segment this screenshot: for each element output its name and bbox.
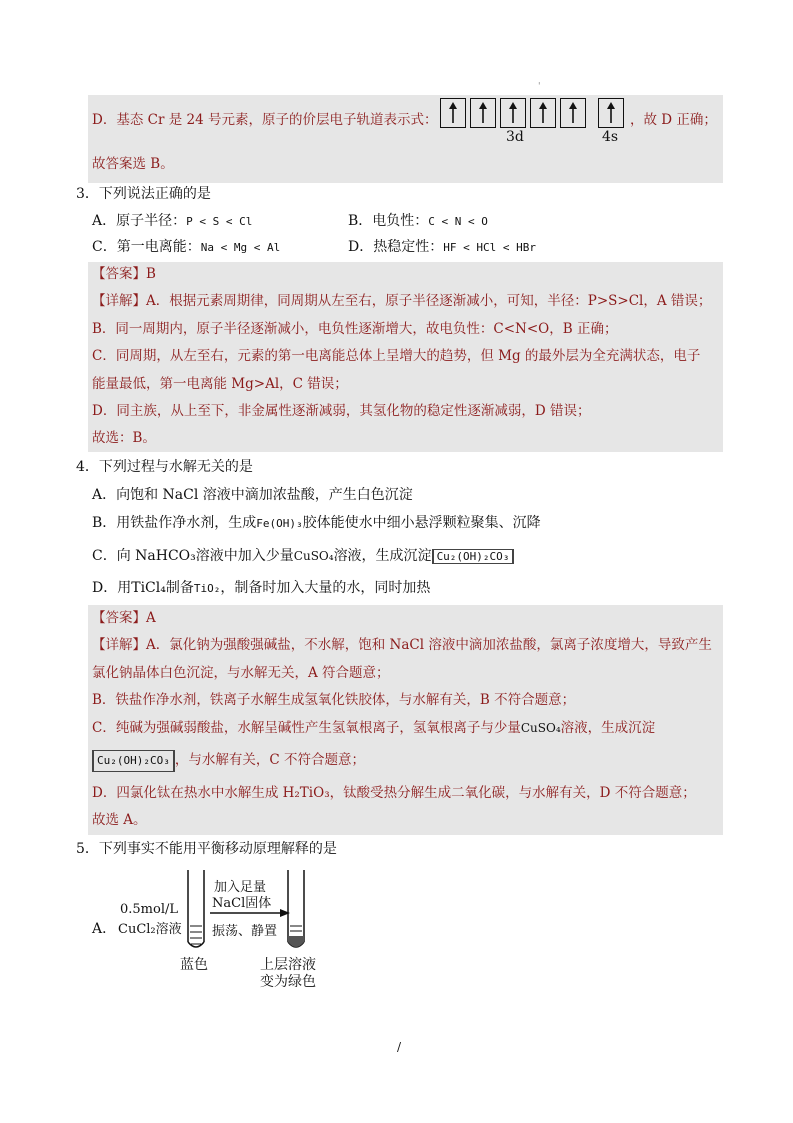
top-mark: ': [538, 82, 541, 92]
q4-option-a: A．向饱和 NaCl 溶液中滴加浓盐酸，产生白色沉淀: [92, 487, 413, 503]
q5-stem: 5．下列事实不能用平衡移动原理解释的是: [76, 841, 337, 857]
explain-tag: 【详解】: [92, 293, 146, 309]
up-arrow-icon: [508, 102, 518, 124]
q5-option-a-label: A．: [92, 921, 117, 937]
option-formula: TiCl₄: [131, 580, 166, 596]
q2-option-d-prefix: D．基态 Cr 是 24 号元素，原子的价层电子轨道表示式：: [92, 112, 438, 128]
option-text: D．用: [92, 580, 132, 596]
q3-answer: 【答案】B: [92, 266, 156, 282]
arrow-label-bottom: 振荡、静置: [212, 924, 278, 939]
tube-1-caption: 蓝色: [180, 957, 208, 973]
solution-name: CuCl₂溶液: [118, 922, 182, 937]
explain-text: A．氯化钠为强酸强碱盐，不水解，饱和 NaCl 溶液中滴加浓盐酸，氯离子浓度增大，导致产生: [146, 637, 712, 653]
option-formula: Na < Mg < Al: [200, 241, 281, 254]
test-tube-2-icon: [286, 870, 306, 952]
q2-option-d-suffix: ，故 D 正确；: [630, 112, 717, 128]
solution-concentration: 0.5mol/L: [120, 902, 178, 917]
option-label: D．热稳定性：: [348, 239, 444, 255]
q4-stem: 4．下列过程与水解无关的是: [76, 459, 253, 475]
q3-stem: 3．下列说法正确的是: [76, 186, 211, 202]
up-arrow-icon: [478, 102, 488, 124]
tube-2-caption-line-1: 上层溶液: [260, 957, 316, 973]
q3-option-c: [92, 236, 280, 256]
up-arrow-icon: [568, 102, 578, 124]
option-label: C．第一电离能：: [92, 239, 201, 255]
option-formula: CuSO₄: [293, 549, 334, 563]
q4-explain-line-7: 故选 A。: [92, 812, 147, 828]
q4-explain-line-4: [92, 718, 655, 738]
option-formula: Fe(OH)₃: [256, 517, 303, 530]
tube-2-caption-line-2: 变为绿色: [260, 974, 316, 990]
q4-explain-line-1: [92, 635, 712, 655]
test-tube-experiment-figure: [118, 868, 348, 988]
explain-bracket-formula: Cu₂(OH)₂CO₃: [92, 750, 175, 772]
arrow-label-top-2: NaCl固体: [212, 896, 272, 911]
orbital-3d-box-1: [440, 98, 466, 128]
q3-explain-line-5: D．同主族，从上至下，非金属性逐渐减弱，其氢化物的稳定性逐渐减弱，D 错误；: [92, 403, 591, 419]
q3-explain-line-2: B．同一周期内，原子半径逐渐减小，电负性逐渐增大，故电负性：C<N<O，B 正确；: [92, 321, 618, 337]
option-text: 胶体能使水中细小悬浮颗粒聚集、沉降: [302, 515, 541, 531]
q4-explain-line-3: B．铁盐作净水剂，铁离子水解生成氢氧化铁胶体，与水解有关，B 不符合题意；: [92, 692, 576, 708]
option-formula: C < N < O: [428, 215, 488, 228]
arrow-label-top-1: 加入足量: [214, 880, 267, 895]
option-text: 溶液，生成沉淀: [333, 548, 432, 564]
q3-explain-line-3: C．同周期，从左至右，元素的第一电离能总体上呈增大的趋势，但 Mg 的最外层为全充满状态，电子: [92, 348, 701, 364]
right-arrow-icon: [210, 908, 290, 918]
explain-text: A．根据元素周期律，同周期从左至右，原子半径逐渐减小，可知，半径：P>S>Cl，A 错误；: [146, 293, 712, 309]
option-label: B．电负性：: [348, 213, 429, 229]
test-tube-1-icon: [186, 870, 206, 952]
q4-option-d: [92, 577, 430, 597]
option-formula: P < S < Cl: [186, 215, 253, 228]
option-text: B．用铁盐作净水剂，生成: [92, 515, 257, 531]
q4-explain-line-5: [92, 750, 365, 772]
q4-explain-line-2: 氯化钠晶体白色沉淀，与水解无关，A 符合题意；: [92, 665, 390, 681]
q4-option-b: [92, 512, 541, 532]
explain-text: C．纯碱为强碱弱酸盐，水解呈碱性产生氢氧根离子，氢氧根离子与少量: [92, 720, 521, 736]
option-text: ，制备时加入大量的水，同时加热: [220, 580, 431, 596]
orbital-3d-label: 3d: [506, 129, 524, 145]
option-bracket-formula: Cu₂(OH)₂CO₃: [432, 549, 515, 564]
orbital-diagram: [440, 98, 628, 148]
explain-tag: 【详解】: [92, 637, 146, 653]
up-arrow-icon: [538, 102, 548, 124]
q3-explain-line-1: [92, 291, 711, 311]
q3-option-d: [348, 236, 536, 256]
q3-option-a: [92, 210, 252, 230]
orbital-3d-box-2: [470, 98, 496, 128]
up-arrow-icon: [448, 102, 458, 124]
orbital-4s-label: 4s: [602, 129, 619, 145]
orbital-3d-box-3: [500, 98, 526, 128]
option-text: C．向 NaHCO₃溶液中加入少量: [92, 548, 294, 564]
option-label: A．原子半径：: [92, 213, 187, 229]
explain-formula: CuSO₄: [520, 721, 561, 735]
q4-answer: 【答案】A: [92, 610, 156, 626]
page-footer-mark: /: [397, 1040, 402, 1054]
q3-option-b: [348, 210, 488, 230]
q2-conclusion: 故答案选 B。: [92, 156, 174, 172]
orbital-4s-box: [598, 98, 624, 128]
orbital-3d-box-4: [530, 98, 556, 128]
up-arrow-icon: [606, 102, 616, 124]
option-text: 制备: [165, 580, 194, 596]
q4-option-c: [92, 545, 514, 565]
orbital-3d-box-5: [560, 98, 586, 128]
explain-text: 溶液，生成沉淀: [560, 720, 656, 736]
q3-explain-line-4: 能量最低，第一电离能 Mg>Al，C 错误；: [92, 376, 348, 392]
option-formula: HF < HCl < HBr: [443, 241, 536, 254]
option-formula: TiO₂: [193, 582, 221, 595]
explain-text: ，与水解有关，C 不符合题意；: [174, 752, 365, 768]
q4-explain-line-6: D．四氯化钛在热水中水解生成 H₂TiO₃，钛酸受热分解生成二氧化碳，与水解有关，D 不符合题意；: [92, 785, 696, 801]
q3-explain-line-6: 故选：B。: [92, 430, 156, 446]
